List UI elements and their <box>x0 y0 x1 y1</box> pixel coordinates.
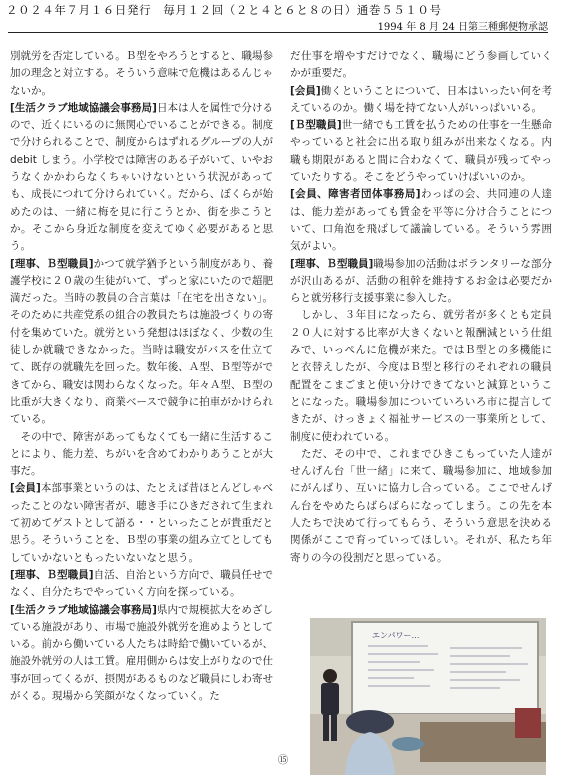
speaker-label: [生活クラブ地域協議会事務局] <box>10 101 157 114</box>
speaker-label: [会員、障害者団体事務局] <box>290 188 421 201</box>
paragraph <box>290 446 552 567</box>
paragraph-text: ただ、その中で、これまでひきこもっていた人達がせんげん台「世一緒」に来て、職場参加に、地域参加にがんばり、互いに協力し合っている。ここでせんげん台をやめたらばらばらになってしまう。この先を本人たちで決めて行ってもらう、そういう意思を決める関係がここで育っていってほしい。それが、私たち年寄りの今の役割だと思っている。 <box>290 447 552 564</box>
paragraph <box>290 256 552 308</box>
paragraph <box>10 567 273 602</box>
paragraph-text: 自活、自治という方向で、職員任せでなく、自分たちでやっていく方向を探っている。 <box>10 568 273 599</box>
paragraph <box>290 186 552 255</box>
speaker-label: [会員] <box>10 482 41 495</box>
speaker-label: [Ｂ型職員] <box>290 119 342 132</box>
paragraph <box>10 429 273 481</box>
paragraph <box>10 48 273 100</box>
page-number: ⑮ <box>277 754 289 766</box>
speaker-label: [理事、Ｂ型職員] <box>10 568 94 581</box>
paragraph-text: 県内で規模拡大をめざしている施設があり、市場で施設外就労を進めようとしている。前から働いている人たちは時給で働いているが、施設外就労の人は工賃。雇用側からは安上がりなので仕事が回ってくるが、摂関があるものなど職員にしわ寄せがくる。現場から笑顔がなくなっていく。た <box>10 603 274 702</box>
paragraph-text: 働くということについて、日本はいったい何を考えているのか。働く場を持てない人がいっぱいいる。 <box>290 84 552 114</box>
speaker-label: [理事、Ｂ型職員] <box>290 257 374 270</box>
paragraph <box>10 480 273 566</box>
paragraph-text: その中で、障害があってもなくても一緒に生活することにより、能力差、ちがいを含めてわかりあうことが大事だ。 <box>10 430 273 478</box>
issue-line: ２０２４年７月１６日発行 毎月１２回（２と４と６と８の日）通巻５５１０号 <box>6 3 442 17</box>
speaker-label: [会員] <box>290 84 321 97</box>
postal-line: 1994 年 8 月 24 日第三種郵便物承認 <box>377 22 548 33</box>
paragraph-text: 職場参加の活動はボランタリーな部分が沢山あるが、活動の租幹を維持するお金は必要だからと就労移行支援事業に参入した。 <box>290 257 552 305</box>
paragraph-text: 本部事業というのは、たとえば昔ほとんどしゃべったことのない障害者が、聴き手にひきだされて生まれて初めてゲストとして語る・・といったことが貴重だと思う。そういうことを、Ｂ型の事業の組み立てとしてもしていかないともったいないなと思う。 <box>10 482 273 564</box>
paragraph-text: 日本は人を属性で分けるので、近くにいるのに無関心でいることができる。制度で分けられることで、制度からはずれるグループの人が debit しまう。小学校では障害のある子がいて、いやおうなくかかわらなくちゃいけないという状況があっても、成長につれて分けられていく。だから、ぼくらが始めたのは、一緒に梅を見に行こうとか、街を歩こうとか。そこから身近な制度を変えてゆく必要があると思う。 <box>10 101 277 253</box>
paragraph-text: わっぱの会、共同連の人達は、能力差があっても賃金を平等に分け合うことについて、口角泡を飛ばして議論している。そういう雰囲気がよい。 <box>290 188 552 253</box>
paragraph <box>290 117 552 186</box>
paragraph-text: だ仕事を増やすだけでなく、職場にどう参画していくかが重要だ。 <box>290 50 552 80</box>
paragraph-text: 世一緒でも工賃を払うための仕事を一生懸命やっていると社会に出る取り組みが出来なくなる。内職も期限があると間に合わなくて、職員が残ってやっていたりする。そこをどうやっていけばいいのか。 <box>290 119 552 184</box>
paragraph <box>10 100 277 256</box>
paragraph-text: かつて就学猶予という制度があり、養護学校に２０歳の生徒がいて、ずっと家にいたので超肥満だった。当時の教員の合言葉は「在宅を出さない」。そのために共産党系の組合の教員たちは施設づくりの寄付を集めていた。就労という発想はほぼなく、少数の生徒しか就職できなかった。当時は職安がバスを仕立てて、既存の就職先を回った。数年後、Ａ型、Ｂ型等ができてから、職安は関わらなくなった。年々Ａ型、Ｂ型の比重が大きくなり、商業ベースで競争に拍車がかけられている。 <box>10 257 273 426</box>
whiteboard-text: エンパワー… <box>372 631 420 640</box>
speaker-label: [理事、Ｂ型職員] <box>10 257 94 270</box>
header-rule <box>8 32 548 33</box>
paragraph-text: 別就労を否定している。Ｂ型をやろうとすると、職場参加の理念と対立する。そういう意味で危機はあるんじゃないか。 <box>10 50 273 97</box>
left-column <box>10 48 277 705</box>
paragraph <box>290 83 552 118</box>
paragraph <box>290 48 552 83</box>
paragraph-text: しかし、３年目になったら、就労者が多くとも定員２０人に対する比率が大きくないと報酬減という仕組みで、いっぺんに危機が来た。ではＢ型との多機能にと衣替えしたが、今度はＢ型と移行のそれぞれの職員配置をこまごまと使い分けできてないと減算ということになった。職場参加についていろいろ市に提言してきたが、けっきょく福祉サービスの一事業所として、制度に使われている。 <box>290 309 552 443</box>
paragraph <box>10 256 273 429</box>
paragraph <box>290 307 552 445</box>
paragraph <box>10 602 273 706</box>
right-column <box>290 48 552 567</box>
speaker-label: [生活クラブ地域協議会事務局] <box>10 603 157 616</box>
